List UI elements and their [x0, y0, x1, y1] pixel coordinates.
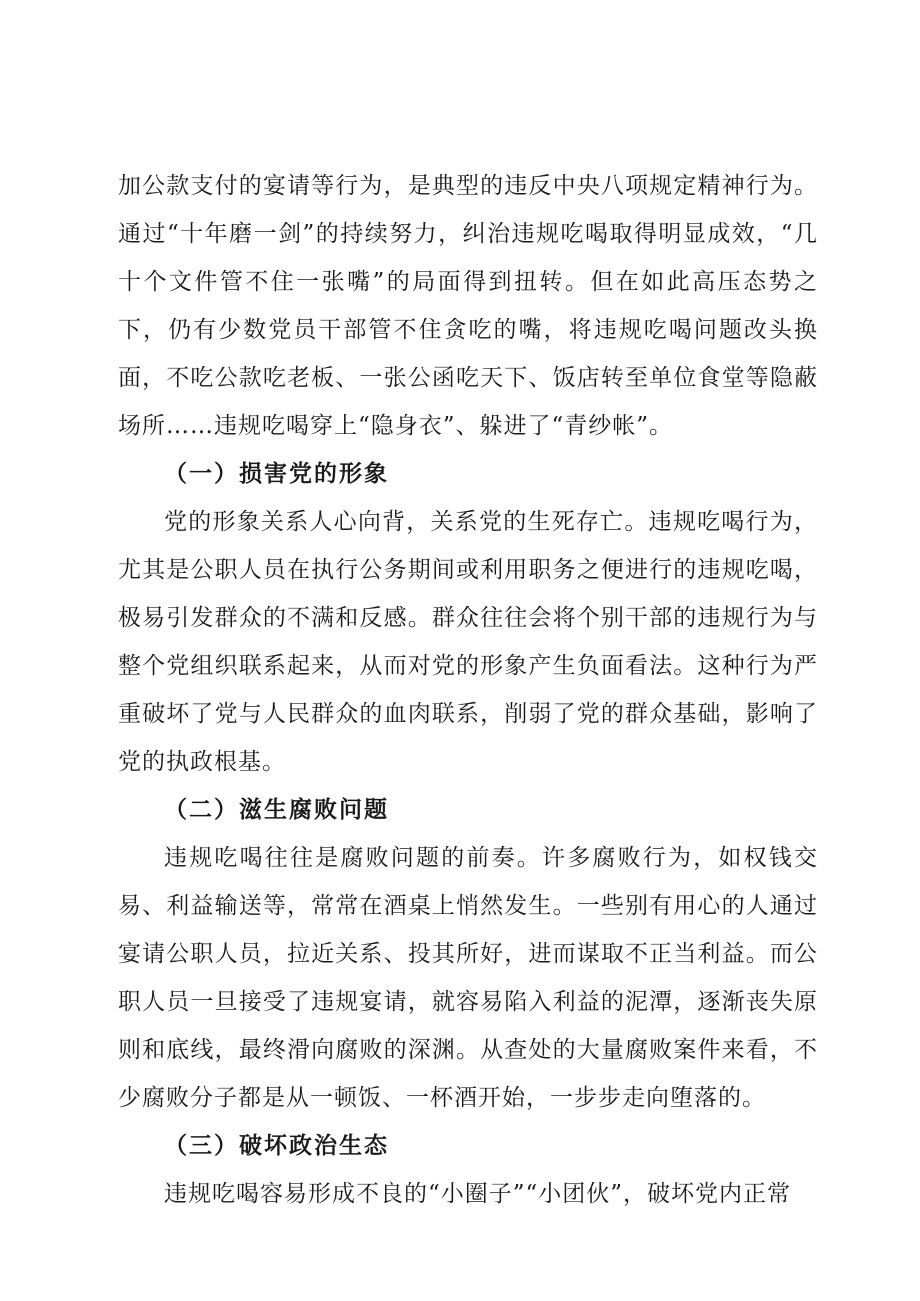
section-heading-2: （二）滋生腐败问题 [164, 797, 389, 823]
intro-paragraph: 加公款支付的宴请等行为，是典型的违反中央八项规定精神行为。通过“十年磨一剑”的持续努力，纠治违规吃喝取得明显成效，“几十个文件管不住一张嘴”的局面得到扭转。但在如此高压态势之下，仍有少数党员干部管不住贪吃的嘴，将违规吃喝问题改头换面，不吃公款吃老板、一张公函吃天下、饭店转至单位食堂等隐蔽场所……违规吃喝穿上“隐身衣”、躲进了“青纱帐”。 [118, 173, 818, 439]
section-body-3: 违规吃喝容易形成不良的“小圈子”“小团伙”，破坏党内正常 [164, 1181, 792, 1207]
section-heading-1: （一）损害党的形象 [164, 461, 389, 487]
section-body-2: 违规吃喝往往是腐败问题的前奏。许多腐败行为，如权钱交易、利益输送等，常常在酒桌上悄然发生。一些别有用心的人通过宴请公职人员，拉近关系、投其所好，进而谋取不正当利益。而公职人员一旦接受了违规宴请，就容易陷入利益的泥潭，逐渐丧失原则和底线，最终滑向腐败的深渊。从查处的大量腐败案件来看，不少腐败分子都是从一顿饭、一杯酒开始，一步步走向堕落的。 [118, 845, 818, 1111]
section-heading-3: （三）破坏政治生态 [164, 1133, 389, 1159]
section-body-1: 党的形象关系人心向背，关系党的生死存亡。违规吃喝行为，尤其是公职人员在执行公务期间或利用职务之便进行的违规吃喝，极易引发群众的不满和反感。群众往往会将个别干部的违规行为与整个党组织联系起来，从而对党的形象产生负面看法。这种行为严重破坏了党与人民群众的血肉联系，削弱了党的群众基础，影响了党的执政根基。 [118, 509, 818, 775]
document-body [118, 162, 818, 1218]
